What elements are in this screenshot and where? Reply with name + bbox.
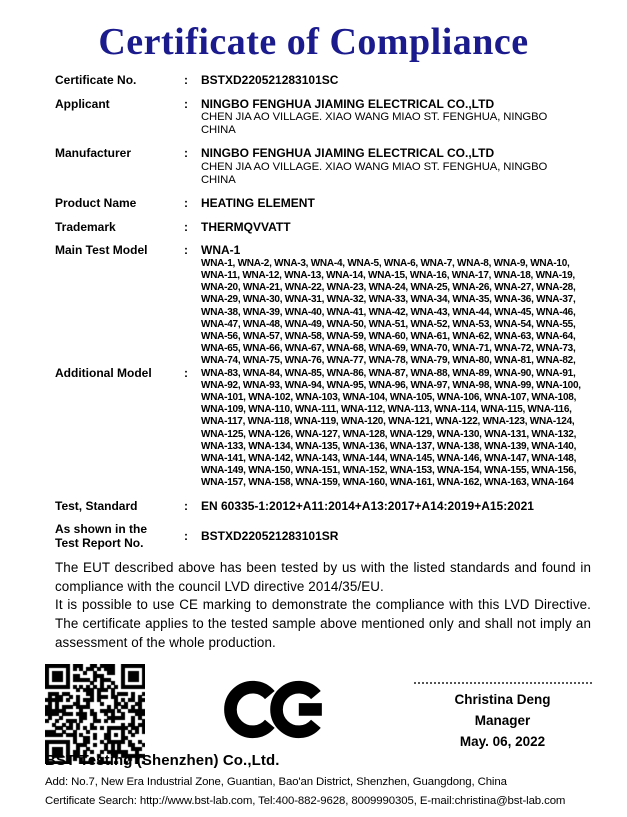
model-line: WNA-83, WNA-84, WNA-85, WNA-86, WNA-87, WNA-88, WNA-89, WNA-90, WNA-91, [201, 367, 576, 379]
additional-model-label: Additional Model [55, 365, 152, 380]
trademark-value: THERMQVVATT [201, 219, 291, 234]
model-line: WNA-11, WNA-12, WNA-13, WNA-14, WNA-15, WNA-16, WNA-17, WNA-18, WNA-19, [201, 270, 575, 282]
model-line: WNA-29, WNA-30, WNA-31, WNA-32, WNA-33, WNA-34, WNA-35, WNA-36, WNA-37, [201, 294, 576, 306]
additional-model-list [201, 258, 591, 490]
manufacturer-address-line1: CHEN JIA AO VILLAGE. XIAO WANG MIAO ST. FENGHUA, NINGBO [201, 160, 548, 173]
field-row-product-name [55, 197, 591, 211]
field-row-certificate-no [55, 74, 591, 88]
model-line: WNA-56, WNA-57, WNA-58, WNA-59, WNA-60, WNA-61, WNA-62, WNA-63, WNA-64, [201, 331, 576, 343]
model-line: WNA-117, WNA-118, WNA-119, WNA-120, WNA-121, WNA-122, WNA-123, WNA-124, [201, 416, 575, 428]
model-line: WNA-125, WNA-126, WNA-127, WNA-128, WNA-129, WNA-130, WNA-131, WNA-132, [201, 428, 577, 440]
field-row-test-report-no [55, 523, 591, 550]
model-line: WNA-109, WNA-110, WNA-111, WNA-112, WNA-113, WNA-114, WNA-115, WNA-116, [201, 404, 572, 416]
main-test-model-value: WNA-1 [201, 243, 241, 258]
field-row-test-standard [55, 500, 591, 514]
ce-mark-icon [223, 676, 333, 743]
field-row-applicant [55, 98, 591, 138]
model-line: WNA-20, WNA-21, WNA-22, WNA-23, WNA-24, WNA-25, WNA-26, WNA-27, WNA-28, [201, 282, 576, 294]
manufacturer-value [201, 147, 591, 187]
applicant-address-line1: CHEN JIA AO VILLAGE. XIAO WANG MIAO ST. FENGHUA, NINGBO [201, 111, 548, 123]
manufacturer-company-name: NINGBO FENGHUA JIAMING ELECTRICAL CO.,LTD [201, 146, 495, 161]
statement-paragraphs [55, 559, 591, 652]
certificate-search-line: Certificate Search: http://www.bst-lab.com, Tel:400-882-9628, 8009990305, E-mail:christina@bst-lab.com [45, 795, 566, 807]
product-name-value: HEATING ELEMENT [201, 196, 315, 211]
statement-paragraph: The EUT described above has been tested by us with the listed standards and found in compliance with the council LVD directive 2014/35/EU. [55, 560, 591, 594]
test-report-no-label [55, 523, 184, 550]
model-line: WNA-133, WNA-134, WNA-135, WNA-136, WNA-137, WNA-138, WNA-139, WNA-140, [201, 440, 577, 452]
main-test-model-label: Main Test Model [55, 243, 148, 258]
model-line: WNA-74, WNA-75, WNA-76, WNA-77, WNA-78, WNA-79, WNA-80, WNA-81, WNA-82, [201, 355, 576, 367]
product-name-label: Product Name [55, 196, 137, 211]
colon-separator: : [184, 96, 188, 111]
test-report-no-label-line2: Test Report No. [55, 535, 144, 550]
applicant-value [201, 98, 591, 138]
colon-separator: : [184, 146, 188, 161]
manufacturer-address-line2: CHINA [201, 174, 236, 187]
manufacturer-label: Manufacturer [55, 146, 132, 161]
colon-separator: : [184, 73, 188, 87]
certificate-no-label: Certificate No. [55, 73, 137, 87]
signature-block [410, 682, 595, 752]
issuer-footer [45, 752, 599, 807]
issuer-address: Add: No.7, New Era Industrial Zone, Guantian, Bao'an District, Shenzhen, Guangdong, China [45, 776, 507, 788]
model-line: WNA-65, WNA-66, WNA-67, WNA-68, WNA-69, WNA-70, WNA-71, WNA-72, WNA-73, [201, 343, 576, 355]
stamp-row [0, 664, 627, 764]
colon-separator: : [184, 243, 188, 258]
certificate-fields [0, 74, 627, 652]
model-line: WNA-157, WNA-158, WNA-159, WNA-160, WNA-161, WNA-162, WNA-163, WNA-164 [201, 477, 574, 489]
issuer-company-name: BST Testing (Shenzhen) Co.,Ltd. [45, 752, 280, 769]
model-line: WNA-47, WNA-48, WNA-49, WNA-50, WNA-51, WNA-52, WNA-53, WNA-54, WNA-55, [201, 318, 576, 330]
applicant-label: Applicant [55, 96, 110, 111]
colon-separator: : [184, 196, 188, 211]
page-title: Certificate of Compliance [98, 21, 529, 63]
model-line: WNA-141, WNA-142, WNA-143, WNA-144, WNA-145, WNA-146, WNA-147, WNA-148, [201, 453, 577, 465]
applicant-company-name: NINGBO FENGHUA JIAMING ELECTRICAL CO.,LTD [201, 96, 495, 111]
signer-name: Christina Deng [454, 692, 551, 708]
model-line: WNA-149, WNA-150, WNA-151, WNA-152, WNA-153, WNA-154, WNA-155, WNA-156, [201, 465, 577, 477]
colon-separator: : [184, 528, 188, 543]
test-report-no-value: BSTXD220521283101SR [201, 528, 339, 543]
signature-dotted-line [414, 682, 592, 684]
model-line: WNA-38, WNA-39, WNA-40, WNA-41, WNA-42, WNA-43, WNA-44, WNA-45, WNA-46, [201, 306, 576, 318]
colon-separator: : [184, 219, 188, 234]
field-row-trademark [55, 221, 591, 235]
trademark-label: Trademark [55, 219, 116, 234]
model-line: WNA-92, WNA-93, WNA-94, WNA-95, WNA-96, WNA-97, WNA-98, WNA-99, WNA-100, [201, 379, 581, 391]
field-row-main-test-model [55, 244, 591, 258]
colon-separator: : [184, 498, 188, 513]
applicant-address-line2: CHINA [201, 124, 236, 137]
signer-role: Manager [474, 713, 531, 729]
colon-separator: : [184, 365, 188, 380]
test-standard-value: EN 60335-1:2012+A11:2014+A13:2017+A14:2019+A15:2021 [201, 498, 534, 513]
certificate-no-value: BSTXD220521283101SC [201, 73, 339, 87]
statement-paragraph: It is possible to use CE marking to demonstrate the compliance with this LVD Directive. The certificate applies to the tested sample above mentioned only and shall not imply an assessment of the whole production. [55, 597, 591, 650]
field-row-manufacturer [55, 147, 591, 187]
qr-code [45, 664, 145, 764]
test-report-no-label-line1: As shown in the [55, 522, 148, 537]
model-line: WNA-101, WNA-102, WNA-103, WNA-104, WNA-105, WNA-106, WNA-107, WNA-108, [201, 392, 577, 404]
field-row-additional-model [55, 258, 591, 490]
model-line: WNA-1, WNA-2, WNA-3, WNA-4, WNA-5, WNA-6, WNA-7, WNA-8, WNA-9, WNA-10, [201, 257, 570, 269]
signature-date: May. 06, 2022 [459, 734, 546, 750]
test-standard-label: Test, Standard [55, 498, 138, 513]
